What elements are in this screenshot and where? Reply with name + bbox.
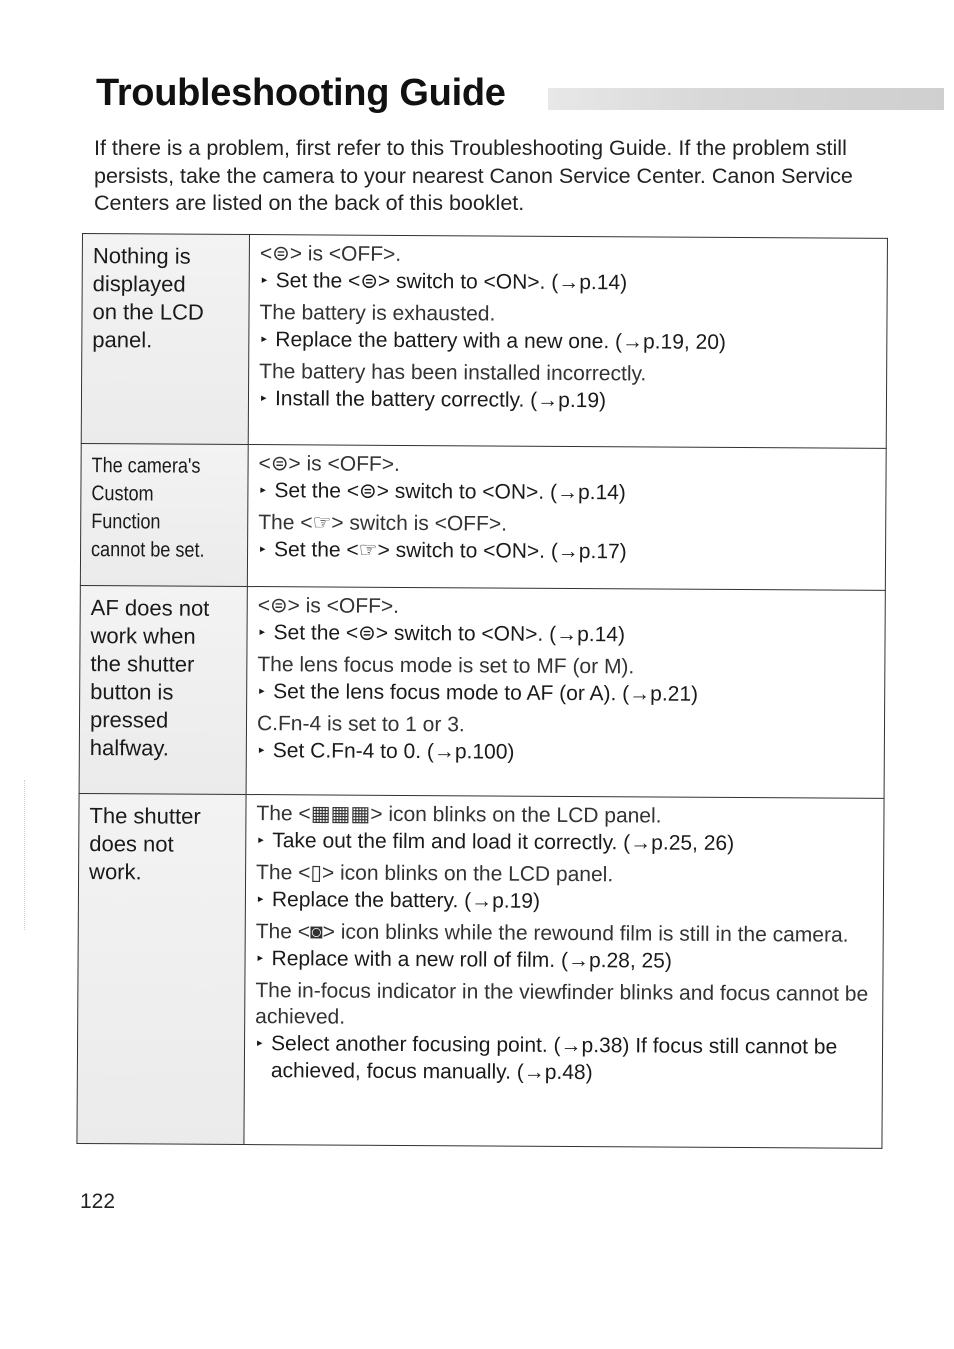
solution-cell	[248, 235, 887, 449]
fix-label: Set the <⊜> switch to <ON>. (→p.14)	[273, 621, 626, 647]
solution-cell	[244, 795, 884, 1149]
problem-text: The shutter does not work.	[89, 803, 201, 885]
problem-text: Nothing is displayed on the LCD panel.	[92, 243, 204, 353]
fix-text	[259, 326, 876, 357]
cause-text: The <▯> icon blinks on the LCD panel.	[256, 861, 614, 887]
problem-cell	[79, 585, 247, 794]
fix-label: Set the lens focus mode to AF (or A). (→p.21)	[273, 680, 699, 706]
fix-text	[259, 385, 876, 416]
fix-label: Set the <⊜> switch to <ON>. (→p.14)	[274, 479, 626, 505]
problem-cell	[81, 234, 249, 445]
fix-label: Set the <⊜> switch to <ON>. (→p.14)	[275, 269, 628, 295]
fix-text	[255, 1030, 872, 1088]
bullet-icon: ▸	[257, 893, 264, 906]
table-row	[81, 234, 887, 449]
bullet-icon: ▸	[258, 744, 265, 757]
problem-text: AF does not work when the shutter button is pressed halfway.	[89, 595, 210, 761]
fix-label: Replace with a new roll of film. (→p.28, 25)	[271, 947, 672, 973]
bullet-icon: ▸	[259, 626, 266, 639]
bullet-icon: ▸	[258, 834, 264, 847]
fix-label: Select another focusing point. (→p.38) If focus still cannot be achieved, focus manually. (→p.48)	[270, 1032, 838, 1085]
bullet-icon: ▸	[260, 484, 267, 497]
cause-text: The battery has been installed incorrectly.	[259, 360, 647, 386]
table-row	[79, 585, 885, 798]
bullet-icon: ▸	[261, 333, 267, 346]
page-header	[96, 70, 946, 120]
cause-text: The <☞> switch is <OFF>.	[258, 511, 508, 536]
cause-text: The in-focus indicator in the viewfinder blinks and focus cannot be achieved.	[255, 979, 869, 1029]
cause-text: The <◙> icon blinks while the rewound film is still in the camera.	[255, 920, 849, 947]
table-row	[80, 443, 886, 590]
title-decorative-bar	[548, 88, 944, 110]
bullet-icon: ▸	[259, 685, 265, 698]
solution-cell	[246, 587, 885, 799]
fix-text	[257, 678, 874, 709]
fix-text	[257, 619, 874, 650]
cause-text: The <▦▦▦> icon blinks on the LCD panel.	[256, 802, 662, 828]
fix-label: Set the <☞> switch to <ON>. (→p.17)	[273, 538, 627, 564]
bullet-icon: ▸	[260, 392, 267, 405]
problem-text: The camera's Custom Function cannot be set.	[90, 454, 205, 562]
cause-text: C.Fn-4 is set to 1 or 3.	[256, 712, 465, 737]
fix-text	[258, 536, 875, 567]
bullet-icon: ▸	[260, 543, 266, 556]
problem-cell	[77, 793, 246, 1144]
bullet-icon: ▸	[257, 1037, 263, 1050]
troubleshooting-table	[76, 233, 888, 1149]
fix-label: Install the battery correctly. (→p.19)	[274, 387, 607, 413]
problem-cell	[80, 443, 248, 586]
fix-label: Take out the film and load it correctly. (→p.25, 26)	[272, 829, 735, 855]
page-title: Troubleshooting Guide	[96, 72, 506, 114]
fix-label: Set C.Fn-4 to 0. (→p.100)	[272, 739, 515, 764]
solution-cell	[247, 445, 886, 591]
fix-text	[256, 827, 873, 858]
fix-label: Replace the battery with a new one. (→p.19, 20)	[275, 328, 727, 354]
fix-text	[255, 945, 872, 976]
cause-text: <⊜> is <OFF>.	[257, 594, 400, 618]
fix-text	[256, 886, 873, 917]
cause-text: <⊜> is <OFF>.	[259, 242, 402, 266]
page-number: 122	[80, 1190, 116, 1213]
fix-text	[260, 267, 877, 298]
fix-text	[258, 477, 875, 508]
scan-artifact	[24, 780, 26, 930]
bullet-icon: ▸	[257, 952, 264, 965]
cause-text: The battery is exhausted.	[259, 301, 496, 326]
table-row	[77, 793, 884, 1148]
fix-label: Replace the battery. (→p.19)	[271, 888, 541, 913]
cause-text: The lens focus mode is set to MF (or M).	[257, 653, 635, 679]
cause-text: <⊜> is <OFF>.	[258, 452, 400, 476]
fix-text	[257, 737, 874, 768]
intro-paragraph: If there is a problem, first refer to this Troubleshooting Guide. If the problem still persists, take the camera to your nearest Canon Service Center. Canon Service Centers are listed on the back of this booklet.	[94, 136, 853, 215]
bullet-icon: ▸	[261, 274, 268, 287]
